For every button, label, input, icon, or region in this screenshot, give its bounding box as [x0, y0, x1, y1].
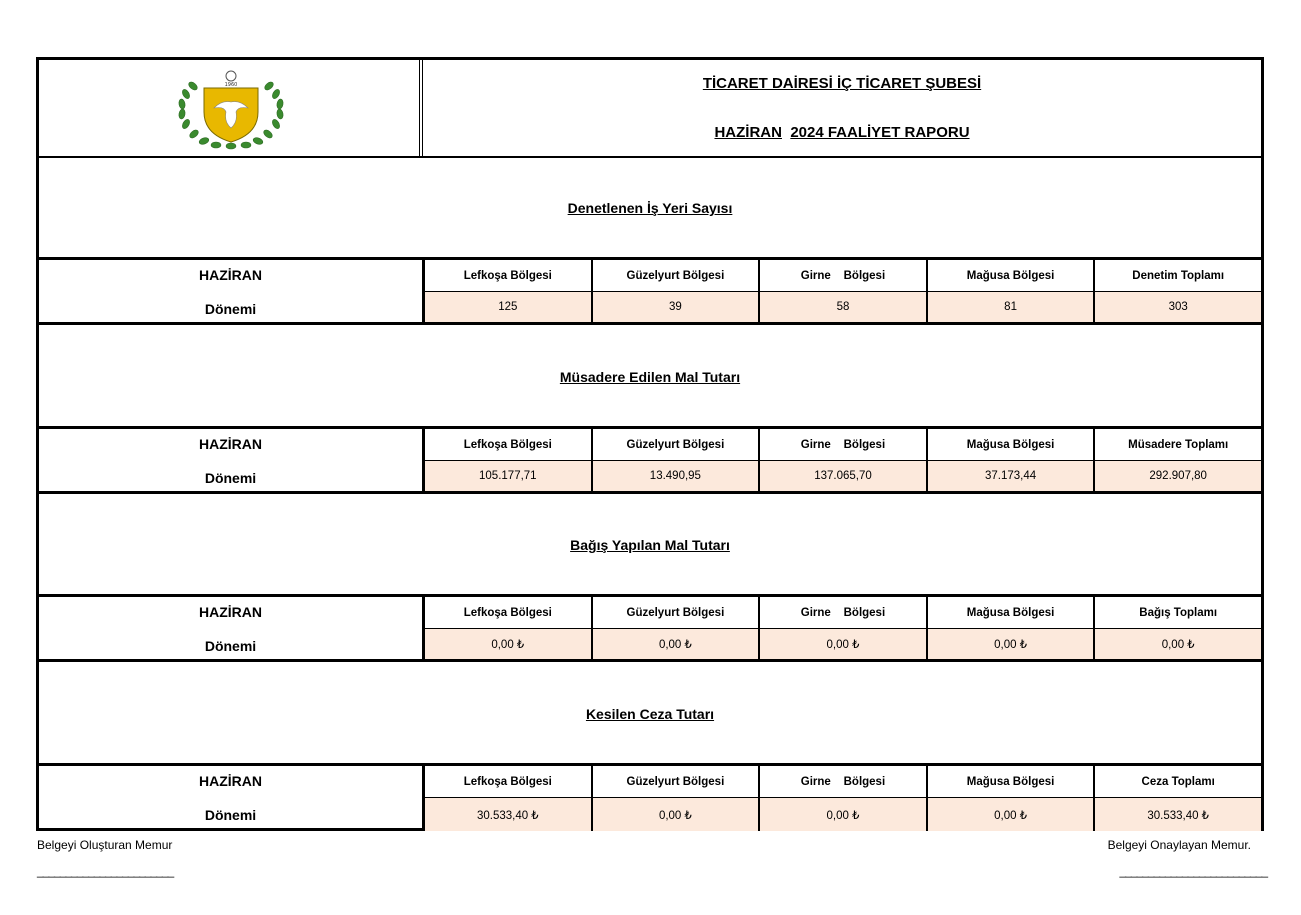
- column-header: Bağış Toplamı: [1095, 597, 1261, 629]
- approver-signature-line: __________________________: [1119, 864, 1267, 878]
- region-column: [423, 766, 591, 831]
- column-value: 0,00 ₺: [928, 798, 1094, 831]
- column-value: 125: [425, 292, 591, 322]
- total-column: [1093, 597, 1261, 659]
- section-title: Denetlenen İş Yeri Sayısı: [567, 200, 733, 216]
- total-column: [1093, 429, 1261, 491]
- column-value: 81: [928, 292, 1094, 322]
- region-column: [591, 260, 759, 322]
- report-month: HAZİRAN: [714, 124, 782, 141]
- data-band: [39, 426, 1261, 494]
- section-title: Kesilen Ceza Tutarı: [585, 706, 715, 722]
- approver-officer-label: Belgeyi Onaylayan Memur.: [1107, 838, 1251, 852]
- column-header: Lefkoşa Bölgesi: [425, 766, 591, 798]
- column-value: 0,00 ₺: [760, 629, 926, 659]
- column-header: Lefkoşa Bölgesi: [425, 260, 591, 292]
- column-header: Lefkoşa Bölgesi: [425, 597, 591, 629]
- column-header: Mağusa Bölgesi: [928, 260, 1094, 292]
- region-column: [758, 597, 926, 659]
- report-sheet: [36, 57, 1264, 831]
- column-header: Girne Bölgesi: [760, 597, 926, 629]
- office-title: TİCARET DAİRESİ İÇ TİCARET ŞUBESİ: [702, 75, 982, 92]
- report-header: [39, 60, 1261, 158]
- column-value: 105.177,71: [425, 461, 591, 491]
- region-column: [926, 260, 1094, 322]
- svg-text:1960: 1960: [224, 82, 237, 88]
- region-column: [423, 597, 591, 659]
- region-column: [758, 429, 926, 491]
- region-column: [926, 429, 1094, 491]
- column-header: Güzelyurt Bölgesi: [593, 260, 759, 292]
- period-suffix: Dönemi: [204, 638, 257, 654]
- region-column: [926, 766, 1094, 831]
- column-value: 30.533,40 ₺: [1095, 798, 1261, 831]
- region-column: [758, 766, 926, 831]
- column-value: 13.490,95: [593, 461, 759, 491]
- period-label: [39, 597, 423, 659]
- column-value: 292.907,80: [1095, 461, 1261, 491]
- total-column: [1093, 766, 1261, 831]
- column-header: Mağusa Bölgesi: [928, 766, 1094, 798]
- period-label: [39, 260, 423, 322]
- state-emblem-icon: [166, 64, 296, 152]
- column-header: Mağusa Bölgesi: [928, 597, 1094, 629]
- column-value: 30.533,40 ₺: [425, 798, 591, 831]
- column-header: Lefkoşa Bölgesi: [425, 429, 591, 461]
- creator-signature-line: ________________________: [37, 864, 174, 878]
- period-label: [39, 766, 423, 831]
- section-title: Müsadere Edilen Mal Tutarı: [559, 369, 741, 385]
- report-name: 2024 FAALİYET RAPORU: [790, 124, 970, 141]
- column-header: Güzelyurt Bölgesi: [593, 597, 759, 629]
- column-value: 0,00 ₺: [593, 629, 759, 659]
- region-column: [423, 429, 591, 491]
- region-column: [591, 429, 759, 491]
- period-month: HAZİRAN: [199, 773, 262, 789]
- creator-officer-label: Belgeyi Oluşturan Memur: [37, 838, 173, 852]
- column-header: Müsadere Toplamı: [1095, 429, 1261, 461]
- data-band: [39, 257, 1261, 325]
- column-value: 137.065,70: [760, 461, 926, 491]
- emblem-cell: [39, 60, 423, 156]
- column-header: Güzelyurt Bölgesi: [593, 766, 759, 798]
- column-value: 0,00 ₺: [425, 629, 591, 659]
- column-value: 39: [593, 292, 759, 322]
- total-column: [1093, 260, 1261, 322]
- report-period-title: [423, 124, 1261, 141]
- column-value: 58: [760, 292, 926, 322]
- report-title-cell: [423, 60, 1261, 156]
- column-value: 0,00 ₺: [760, 798, 926, 831]
- region-column: [758, 260, 926, 322]
- region-column: [926, 597, 1094, 659]
- region-column: [591, 597, 759, 659]
- section-title: Bağış Yapılan Mal Tutarı: [570, 537, 730, 553]
- data-band: [39, 594, 1261, 662]
- period-label: [39, 429, 423, 491]
- region-column: [423, 260, 591, 322]
- period-month: HAZİRAN: [199, 267, 262, 283]
- column-value: 0,00 ₺: [593, 798, 759, 831]
- period-suffix: Dönemi: [204, 470, 257, 486]
- column-header: Girne Bölgesi: [760, 429, 926, 461]
- region-column: [591, 766, 759, 831]
- column-header: Denetim Toplamı: [1095, 260, 1261, 292]
- period-month: HAZİRAN: [199, 436, 262, 452]
- data-band: [39, 763, 1261, 831]
- column-value: 0,00 ₺: [1095, 629, 1261, 659]
- column-value: 37.173,44: [928, 461, 1094, 491]
- column-value: 0,00 ₺: [928, 629, 1094, 659]
- column-header: Güzelyurt Bölgesi: [593, 429, 759, 461]
- column-value: 303: [1095, 292, 1261, 322]
- column-header: Mağusa Bölgesi: [928, 429, 1094, 461]
- period-suffix: Dönemi: [204, 301, 257, 317]
- period-month: HAZİRAN: [199, 604, 262, 620]
- column-header: Girne Bölgesi: [760, 766, 926, 798]
- period-suffix: Dönemi: [204, 807, 257, 823]
- column-header: Ceza Toplamı: [1095, 766, 1261, 798]
- column-header: Girne Bölgesi: [760, 260, 926, 292]
